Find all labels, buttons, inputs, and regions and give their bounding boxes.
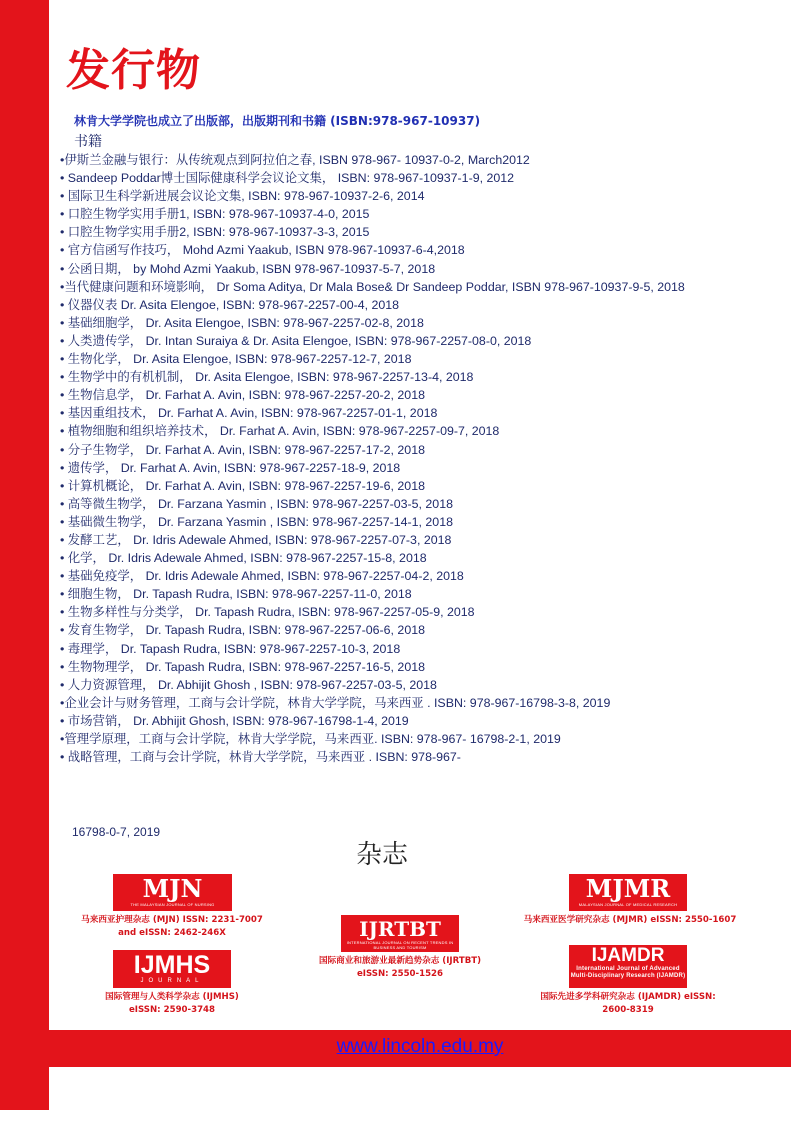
- books-heading: 书籍: [74, 134, 102, 150]
- list-item: • 官方信函写作技巧， Mohd Azmi Yaakub, ISBN 978-967-10937-6-4,2018: [60, 243, 465, 258]
- book-list-tail: 16798-0-7, 2019: [72, 825, 161, 839]
- list-item: • 生物信息学， Dr. Farhat A. Avin, ISBN: 978-967-2257-20-2, 2018: [60, 388, 425, 403]
- ijamdr-logo: [569, 945, 687, 988]
- logo-subtitle: MALAYSIAN JOURNAL OF MEDICAL RESEARCH: [578, 902, 678, 907]
- ijmhs-caption: 国际管理与人类科学杂志 (IJMHS) eISSN: 2590-3748: [105, 992, 239, 1015]
- list-item: • 口腔生物学实用手册1, ISBN: 978-967-10937-4-0, 2015: [60, 207, 370, 222]
- list-item: • 基础免疫学， Dr. Idris Adewale Ahmed, ISBN: 978-967-2257-04-2, 2018: [60, 569, 464, 584]
- page-title: 发行物: [66, 45, 201, 96]
- list-item: •当代健康问题和环境影响， Dr Soma Aditya, Dr Mala Bose& Dr Sandeep Poddar, ISBN 978-967-10937-9-5, 2018: [60, 279, 685, 294]
- list-item: • 化学， Dr. Idris Adewale Ahmed, ISBN: 978-967-2257-15-8, 2018: [60, 551, 427, 566]
- book-list: [60, 151, 790, 766]
- ijmhs-logo: [113, 950, 231, 988]
- list-item: • 计算机概论， Dr. Farhat A. Avin, ISBN: 978-967-2257-19-6, 2018: [60, 478, 425, 493]
- ijamdr-caption: 国际先进多学科研究杂志 (IJAMDR) eISSN: 2600-8319: [540, 992, 716, 1015]
- list-item: • 仪器仪表 Dr. Asita Elengoe, ISBN: 978-967-2257-00-4, 2018: [60, 297, 400, 312]
- list-item: • 基础微生物学， Dr. Farzana Yasmin , ISBN: 978-967-2257-14-1, 2018: [60, 514, 453, 529]
- logo-text: MJMR: [585, 874, 671, 903]
- logo-subtitle: International Journal of Advanced Multi-Disciplinary Research (IJAMDR): [570, 966, 686, 979]
- list-item: • 基因重组技术， Dr. Farhat A. Avin, ISBN: 978-967-2257-01-1, 2018: [60, 406, 438, 421]
- list-item: • 战略管理，工商与会计学院，林肯大学学院，马来西亚 . ISBN: 978-967-: [60, 750, 461, 765]
- list-item: • 生物物理学， Dr. Tapash Rudra, ISBN: 978-967-2257-16-5, 2018: [60, 659, 425, 674]
- list-item: • 口腔生物学实用手册2, ISBN: 978-967-10937-3-3, 2015: [60, 225, 370, 240]
- list-item: • 国际卫生科学新进展会议论文集, ISBN: 978-967-10937-2-6, 2014: [60, 189, 425, 204]
- left-red-bar: [0, 0, 49, 1110]
- logo-text: MJN: [142, 874, 203, 903]
- logo-subtitle: THE MALAYSIAN JOURNAL OF NURSING: [130, 902, 215, 907]
- ijrtbt-logo: [341, 915, 459, 952]
- journals-heading: 杂志: [356, 840, 409, 870]
- list-item: • 人类遗传学， Dr. Intan Suraiya & Dr. Asita Elengoe, ISBN: 978-967-2257-08-0, 2018: [60, 333, 532, 348]
- intro-text: 林肯大学学院也成立了出版部，出版期刊和书籍 (ISBN:978-967-10937): [74, 114, 481, 128]
- list-item: • 市场营销， Dr. Abhijit Ghosh, ISBN: 978-967-16798-1-4, 2019: [60, 713, 409, 728]
- logo-text: IJMHS: [133, 951, 211, 979]
- mjmr-caption: 马来西亚医学研究杂志 (MJMR) eISSN: 2550-1607: [523, 915, 737, 925]
- logo-subtitle: INTERNATIONAL JOURNAL ON RECENT TRENDS IN BUSINESS AND TOURISM: [346, 940, 454, 950]
- list-item: • Sandeep Poddar博士国际健康科学会议论文集， ISBN: 978-967-10937-1-9, 2012: [60, 171, 515, 186]
- list-item: • 分子生物学， Dr. Farhat A. Avin, ISBN: 978-967-2257-17-2, 2018: [60, 442, 425, 457]
- logo-text: IJAMDR: [591, 945, 665, 966]
- list-item: • 发育生物学， Dr. Tapash Rudra, ISBN: 978-967-2257-06-6, 2018: [60, 623, 425, 638]
- list-item: • 公函日期， by Mohd Azmi Yaakub, ISBN 978-967-10937-5-7, 2018: [60, 261, 436, 276]
- list-item: •企业会计与财务管理，工商与会计学院，林肯大学学院，马来西亚 . ISBN: 978-967-16798-3-8, 2019: [60, 695, 611, 710]
- website-link[interactable]: www.lincoln.edu.my: [336, 1036, 504, 1057]
- list-item: • 生物学中的有机机制， Dr. Asita Elengoe, ISBN: 978-967-2257-13-4, 2018: [60, 370, 474, 385]
- list-item: •管理学原理，工商与会计学院，林肯大学学院，马来西亚. ISBN: 978-967- 16798-2-1, 2019: [60, 732, 561, 746]
- list-item: • 细胞生物， Dr. Tapash Rudra, ISBN: 978-967-2257-11-0, 2018: [60, 587, 412, 602]
- list-item: • 遗传学， Dr. Farhat A. Avin, ISBN: 978-967-2257-18-9, 2018: [60, 460, 401, 475]
- logo-subtitle: JOURNAL: [140, 978, 204, 984]
- list-item: • 植物细胞和组织培养技术， Dr. Farhat A. Avin, ISBN: 978-967-2257-09-7, 2018: [60, 424, 500, 439]
- ijrtbt-caption: 国际商业和旅游业最新趋势杂志 (IJRTBT) eISSN: 2550-1526: [318, 956, 482, 979]
- logo-text: IJRTBT: [359, 917, 441, 941]
- mjn-caption: 马来西亚护理杂志 (MJN) ISSN: 2231-7007 and eISSN: 2462-246X: [81, 915, 263, 938]
- list-item: • 高等微生物学， Dr. Farzana Yasmin , ISBN: 978-967-2257-03-5, 2018: [60, 496, 453, 511]
- list-item: • 生物多样性与分类学， Dr. Tapash Rudra, ISBN: 978-967-2257-05-9, 2018: [60, 605, 475, 620]
- list-item: • 发酵工艺， Dr. Idris Adewale Ahmed, ISBN: 978-967-2257-07-3, 2018: [60, 532, 452, 547]
- list-item: • 人力资源管理， Dr. Abhijit Ghosh , ISBN: 978-967-2257-03-5, 2018: [60, 677, 437, 692]
- mjn-logo: [113, 874, 232, 911]
- mjmr-logo: [569, 874, 687, 911]
- list-item: • 生物化学， Dr. Asita Elengoe, ISBN: 978-967-2257-12-7, 2018: [60, 352, 412, 367]
- list-item: • 基础细胞学， Dr. Asita Elengoe, ISBN: 978-967-2257-02-8, 2018: [60, 315, 424, 330]
- list-item: •伊斯兰金融与银行：从传统观点到阿拉伯之春, ISBN 978-967- 10937-0-2, March2012: [60, 153, 530, 167]
- list-item: • 毒理学， Dr. Tapash Rudra, ISBN: 978-967-2257-10-3, 2018: [60, 641, 401, 656]
